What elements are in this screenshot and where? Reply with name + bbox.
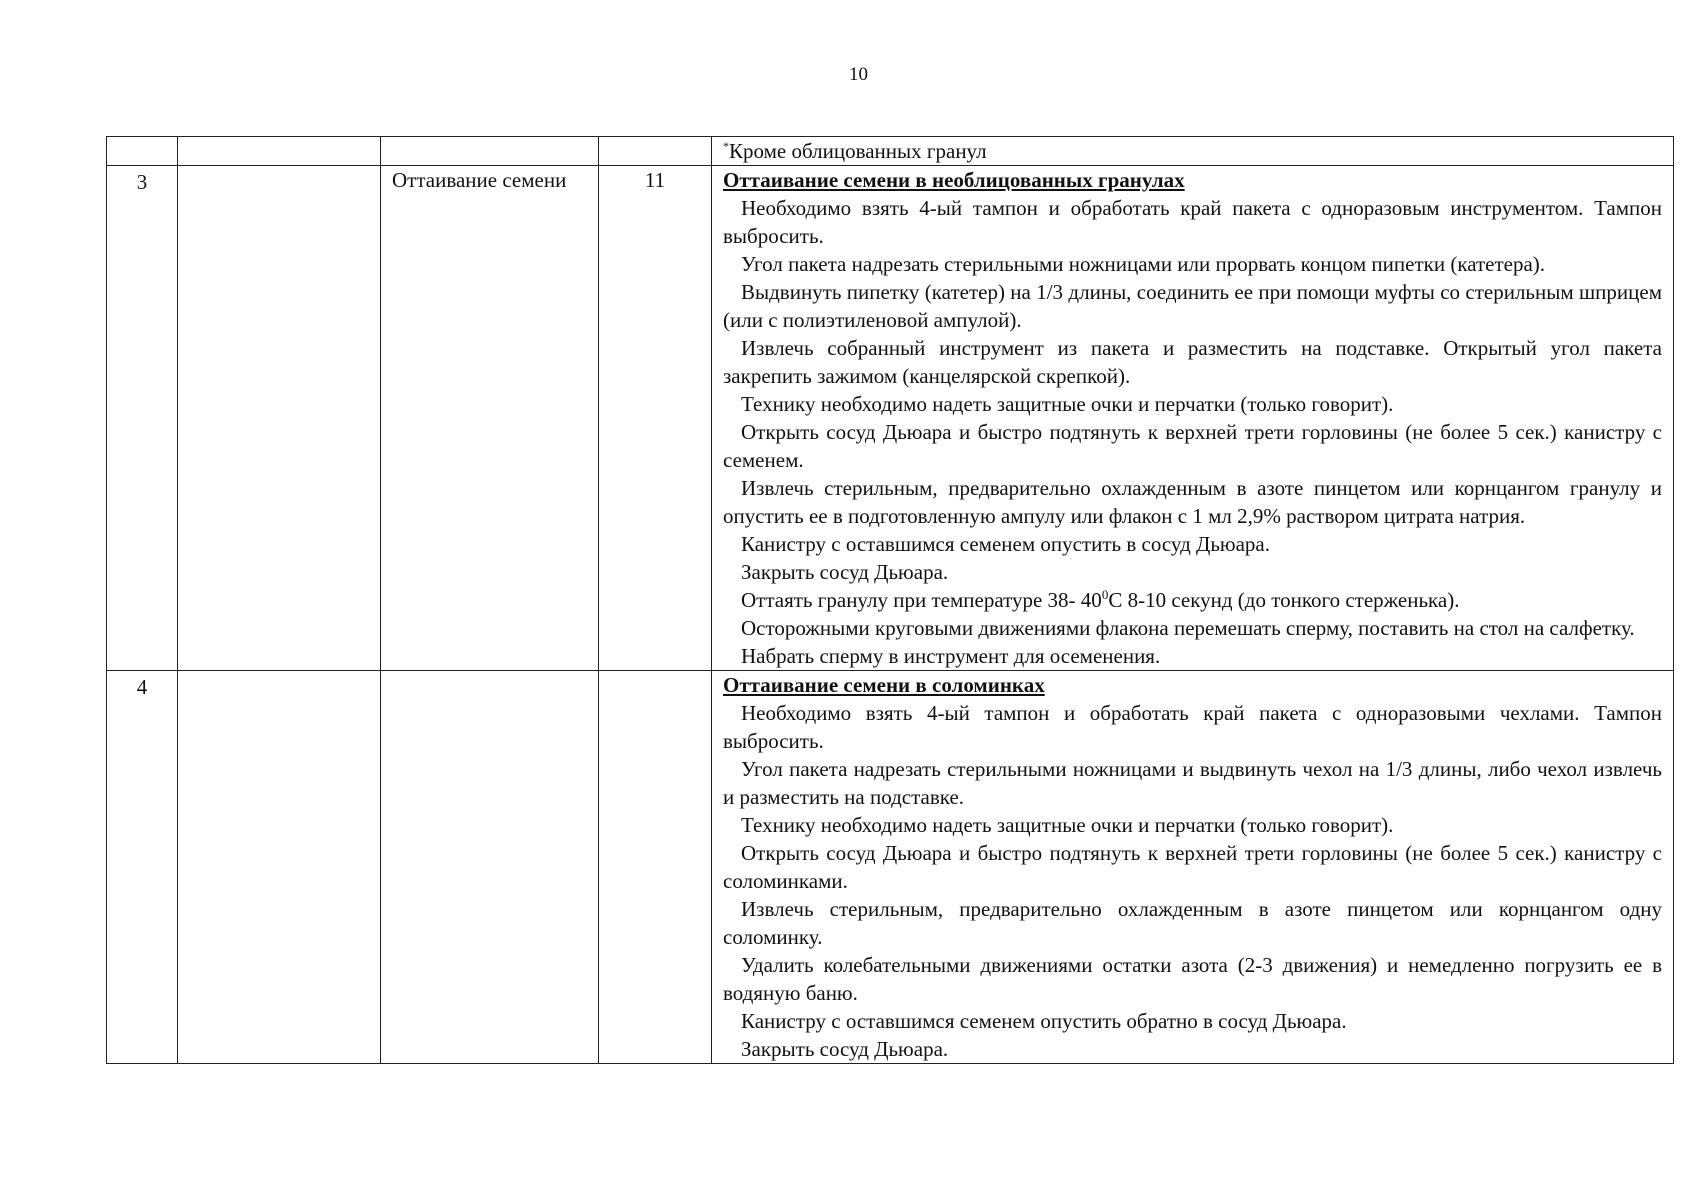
paragraph: Осторожными круговыми движениями флакона перемешать сперму, поставить на стол на салфетку. — [741, 616, 1635, 640]
footnote-mark: * — [723, 139, 729, 153]
paragraph: Извлечь стерильным, предварительно охлажденным в азоте пинцетом или корнцангом одну соломинку. — [723, 897, 1662, 949]
row-number: 3 — [136, 170, 148, 194]
table-row-continuation — [107, 137, 1674, 166]
stage-name: Оттаивание семени — [381, 166, 599, 671]
paragraph: Угол пакета надрезать стерильными ножницами и выдвинуть чехол на 1/3 длины, либо чехол извлечь и разместить на подставке. — [723, 757, 1662, 809]
paragraph: Технику необходимо надеть защитные очки и перчатки (только говорит). — [741, 813, 1394, 837]
paragraph: Извлечь стерильным, предварительно охлажденным в азоте пинцетом или корнцангом гранулу и опустить ее в подготовленную ампулу или флакон с 1 мл 2,9% раствором цитрата натрия. — [723, 476, 1662, 528]
instructions-cell — [712, 671, 1674, 1064]
temp-text-after: С 8-10 секунд (до тонкого стерженька). — [1108, 588, 1460, 612]
paragraph: Набрать сперму в инструмент для осеменения. — [741, 644, 1161, 668]
instructions-cell — [712, 166, 1674, 671]
paragraph: Канистру с оставшимся семенем опустить в сосуд Дьюара. — [741, 532, 1270, 556]
footnote-text: Кроме облицованных гранул — [729, 139, 987, 163]
paragraph: Открыть сосуд Дьюара и быстро подтянуть к верхней трети горловины (не более 5 сек.) канистру с соломинками. — [723, 841, 1662, 893]
paragraph: Необходимо взять 4-ый тампон и обработать край пакета с одноразовыми чехлами. Тампон выбросить. — [723, 701, 1662, 753]
temp-text-before: Оттаять гранулу при температуре 38- 40 — [741, 588, 1102, 612]
degree-superscript: 0 — [1101, 587, 1109, 602]
paragraph: Извлечь собранный инструмент из пакета и разместить на подставке. Открытый угол пакета закрепить зажимом (канцелярской скрепкой). — [723, 336, 1662, 388]
paragraph: Необходимо взять 4-ый тампон и обработать край пакета с одноразовым инструментом. Тампон выбросить. — [723, 196, 1662, 248]
paragraph: Канистру с оставшимся семенем опустить обратно в сосуд Дьюара. — [741, 1009, 1347, 1033]
cell-time — [599, 137, 712, 166]
cell-blank — [178, 166, 381, 671]
section-title: Оттаивание семени в соломинках — [723, 673, 1045, 697]
paragraph: Угол пакета надрезать стерильными ножницами или прорвать концом пипетки (катетера). — [741, 252, 1546, 276]
table-row — [107, 671, 1674, 1064]
table-row — [107, 166, 1674, 671]
page-number: 10 — [849, 64, 868, 85]
cell-blank — [178, 137, 381, 166]
paragraph: Закрыть сосуд Дьюара. — [741, 560, 949, 584]
cell-name — [381, 137, 599, 166]
paragraph: Удалить колебательными движениями остатки азота (2-3 движения) и немедленно погрузить ее в водяную баню. — [723, 953, 1662, 1005]
cell-num — [107, 137, 178, 166]
stage-time: 11 — [599, 166, 712, 671]
stage-name — [381, 671, 599, 1064]
paragraph: Закрыть сосуд Дьюара. — [741, 1037, 949, 1061]
row-number: 4 — [136, 675, 148, 699]
row-number-cell — [107, 166, 178, 671]
footnote — [723, 137, 1662, 165]
paragraph: Открыть сосуд Дьюара и быстро подтянуть к верхней трети горловины (не более 5 сек.) канистру с семенем. — [723, 420, 1662, 472]
section-title: Оттаивание семени в необлицованных гранулах — [723, 168, 1185, 192]
paragraph: Технику необходимо надеть защитные очки и перчатки (только говорит). — [741, 392, 1394, 416]
stage-time — [599, 671, 712, 1064]
temperature-paragraph — [723, 586, 1662, 614]
cell-blank — [178, 671, 381, 1064]
procedure-table — [106, 136, 1674, 1064]
cell-footnote — [712, 137, 1674, 166]
row-number-cell — [107, 671, 178, 1064]
paragraph: Выдвинуть пипетку (катетер) на 1/3 длины, соединить ее при помощи муфты со стерильным шприцем (или с полиэтиленовой ампулой). — [723, 280, 1662, 332]
